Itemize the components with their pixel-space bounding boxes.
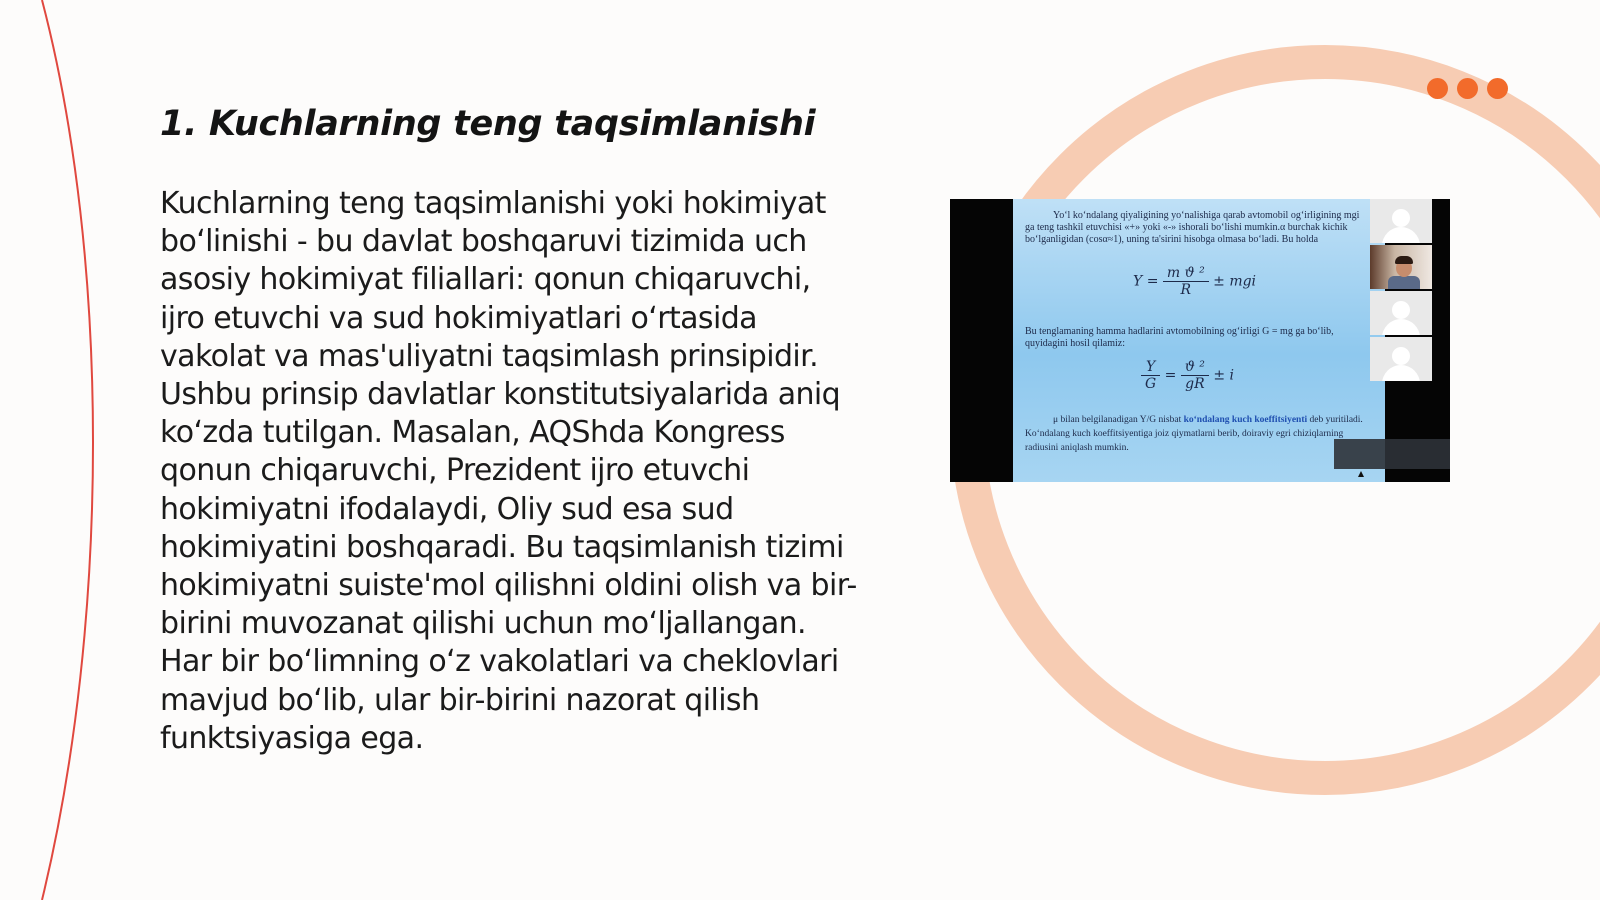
formula-2-den: gR	[1185, 376, 1205, 392]
slide-paragraph-3-start: μ bilan belgilanadigan Y/G nisbat	[1053, 415, 1182, 425]
formula-2-lhs-den: G	[1145, 376, 1157, 392]
formula-1-num: m ϑ ²	[1163, 265, 1209, 282]
formula-2-lhs-num: Y	[1141, 359, 1160, 376]
participant-tile-video	[1370, 245, 1432, 289]
formula-1-eq: =	[1146, 273, 1159, 290]
slide-title: 1. Kuchlarning teng taqsimlanishi	[160, 104, 816, 144]
embedded-screenshot	[950, 199, 1450, 482]
left-red-curve	[42, 0, 93, 900]
participant-tile-2	[1370, 291, 1432, 335]
formula-1-tail: ± mgi	[1213, 273, 1257, 290]
slide-body-text: Kuchlarning teng taqsimlanishi yoki hokimiyat boʻlinishi - bu davlat boshqaruvi tizimida uch asosiy hokimiyat filiallari: qonun chiqaruvchi, ijro etuvchi va sud hokimiyatlari oʻrtasida vakolat va mas'uliyatni taqsimlash prinsipidir. Ushbu prinsip davlatlar konstitutsiyalarida aniq koʻzda tutilgan. Masalan, AQShda Kongress qonun chiqaruvchi, Prezident ijro etuvchi hokimiyatni ifodalaydi, Oliy sud esa sud hokimiyatini boshqaradi. Bu taqsimlanish tizimi hokimiyatni suiste'mol qilishni oldini olish va bir-birini muvozanat qilishi uchun moʻljallangan. Har bir boʻlimning oʻz vakolatlari va cheklovlari mavjud boʻlib, ular bir-birini nazorat qilish funktsiyasiga ega.	[160, 186, 857, 756]
formula-2-fraction	[1181, 359, 1209, 392]
dot-3	[1487, 78, 1508, 99]
participant-hair	[1395, 256, 1413, 264]
avatar-body-icon	[1382, 319, 1420, 335]
formula-2-eq: =	[1164, 367, 1177, 384]
slide-paragraph-3-highlight: koʻndalang kuch koeffitsiyenti	[1183, 415, 1308, 425]
slide-paragraph-1: Yoʻl koʻndalang qiyaligining yoʻnalishiga qarab avtomobil ogʻirligining mgi ga teng tashkil etuvchisi «+» yoki «-» ishorali boʻlishi mumkin.α burchak kichik boʻlganligidan (cosα≈1), uning ta'sirini hisobga olmasa boʻladi. Bu holda	[1025, 210, 1360, 245]
avatar-head-icon	[1392, 301, 1410, 319]
slide-paragraph-2: Bu tenglamaning hamma hadlarini avtomobilning ogʻirligi G = mg ga boʻlib, quyidagini hosil qilamiz:	[1025, 326, 1334, 349]
formula-1-lhs: Y	[1133, 273, 1143, 290]
video-overlay-bar	[1334, 439, 1450, 469]
avatar-head-icon	[1392, 209, 1410, 227]
menu-dots-icon	[1427, 78, 1511, 100]
formula-2-lhs	[1141, 359, 1160, 392]
mouse-cursor-icon	[1358, 471, 1364, 477]
dot-2	[1457, 78, 1478, 99]
dot-1	[1427, 78, 1448, 99]
formula-1-fraction	[1163, 265, 1209, 298]
formula-2	[1141, 359, 1234, 392]
slide-paragraph-3	[1025, 413, 1365, 455]
avatar-body-icon	[1382, 227, 1420, 243]
participant-tiles	[1370, 199, 1432, 379]
formula-1	[1133, 265, 1256, 298]
formula-2-tail: ± i	[1213, 367, 1235, 384]
lecture-slide	[1013, 199, 1385, 482]
formula-1-den: R	[1180, 282, 1192, 298]
participant-tile-1	[1370, 199, 1432, 243]
avatar-head-icon	[1392, 347, 1410, 365]
avatar-body-icon	[1382, 365, 1420, 381]
participant-shirt	[1388, 276, 1420, 289]
formula-2-num: ϑ ²	[1181, 359, 1209, 376]
participant-tile-3	[1370, 337, 1432, 381]
slide-paragraph-3-end: deb yuritiladi. Koʻndalang kuch koeffitsiyentiga joiz qiymatlarni berib, doiraviy egri chiziqlarning radiusini aniqlash mumkin.	[1025, 415, 1363, 453]
